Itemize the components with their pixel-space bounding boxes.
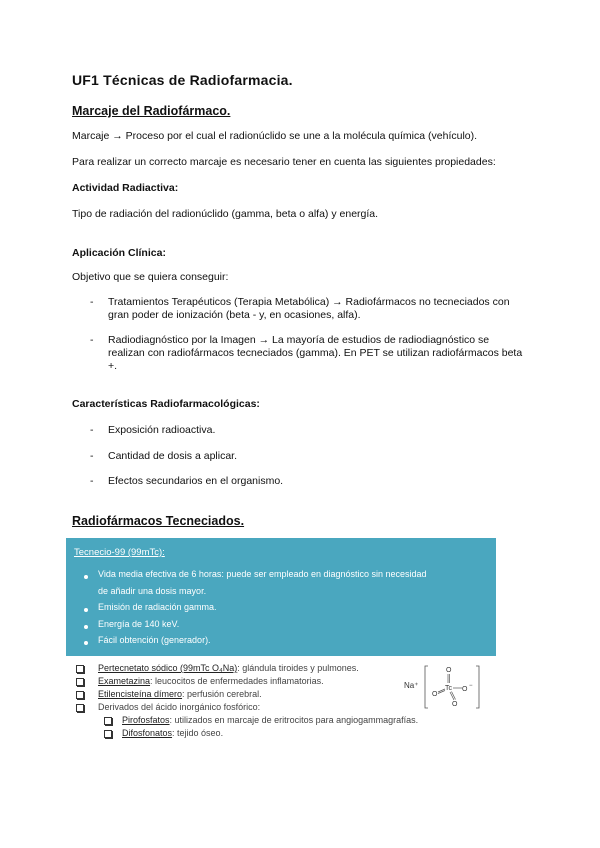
derivative-name: Exametazina: [98, 676, 151, 686]
derivative-name: Pertecnetato sódico (99mTc O₄Na): [98, 663, 238, 673]
marcaje-definition: Marcaje → Proceso por el cual el radionúclido se une a la molécula química (vehículo).: [72, 130, 478, 142]
square-bullet-icon: [104, 730, 112, 738]
document-title: UF1 Técnicas de Radiofarmacia.: [72, 72, 293, 88]
aplicacion-item-terapeutico: Tratamientos Terapéuticos (Terapia Metabólica) → Radiofármacos no tecneciados con gran poder de ionización (beta - y, en ocasiones, alfa).: [108, 296, 510, 321]
aplicacion-item-radiodiagnostico: Radiodiagnóstico por la Imagen → La mayoría de estudios de radiodiagnóstico se realizan con radiofármacos tecneciados (gamma). En PET se utilizan radiofármacos beta +.: [108, 334, 523, 372]
section-heading-tecneciados: Radiofármacos Tecneciados.: [72, 514, 245, 528]
sub-derivative-item: [122, 728, 223, 738]
actividad-text: Tipo de radiación del radionúclido (gamma, beta o alfa) y energía.: [72, 208, 379, 220]
oxygen-label: O: [452, 701, 458, 708]
aplicacion-intro: Objetivo que se quiera conseguir:: [72, 271, 229, 283]
derivative-desc: Derivados del ácido inorgánico fosfórico:: [98, 702, 261, 712]
marcaje-properties-intro: Para realizar un correcto marcaje es necesario tener en cuenta las siguientes propiedades:: [72, 156, 496, 168]
tecnecio-box-item: Vida media efectiva de 6 horas: puede ser empleado en diagnóstico sin necesidad: [98, 569, 427, 579]
sub-derivative-item: [122, 715, 418, 725]
derivative-desc: : glándula tiroides y pulmones.: [237, 663, 359, 673]
tecnecio-box-title: Tecnecio-99 (99mTc):: [74, 547, 165, 558]
right-bracket: [476, 666, 479, 708]
oxygen-label: O: [462, 686, 468, 693]
sub-derivative-desc: : tejido óseo.: [172, 728, 224, 738]
left-bracket: [425, 666, 428, 708]
tecnecio-box-item-continuation: de añadir una dosis mayor.: [98, 586, 207, 596]
bullet-dot-icon: [84, 608, 88, 612]
square-bullet-icon: [76, 704, 84, 712]
derivative-item: [98, 663, 359, 673]
oxygen-label: O: [446, 667, 452, 674]
bullet-dot-icon: [84, 575, 88, 579]
bond-line: [438, 689, 445, 692]
bullet-dot-icon: [84, 641, 88, 645]
square-bullet-icon: [76, 691, 84, 699]
actividad-heading: Actividad Radiactiva:: [72, 182, 179, 194]
negative-charge-label: −: [469, 683, 473, 689]
tecnecio-box-item: Emisión de radiación gamma.: [98, 602, 217, 612]
bullet-dot-icon: [84, 625, 88, 629]
caracteristicas-heading: Características Radiofarmacológicas:: [72, 398, 260, 410]
dash-bullet: -: [90, 296, 94, 308]
section-heading-marcaje: Marcaje del Radiofármaco.: [72, 104, 231, 118]
technetium-label: Tc: [445, 685, 452, 692]
oxygen-label: O: [432, 691, 438, 698]
aplicacion-heading: Aplicación Clínica:: [72, 247, 166, 259]
caracteristicas-item: Cantidad de dosis a aplicar.: [108, 450, 237, 462]
derivative-desc: : perfusión cerebral.: [182, 689, 262, 699]
sub-derivative-name: Difosfonatos: [122, 728, 173, 738]
derivative-item: [98, 689, 262, 699]
caracteristicas-item: Exposición radioactiva.: [108, 424, 216, 436]
dash-bullet: -: [90, 334, 94, 346]
sub-derivative-name: Pirofosfatos: [122, 715, 170, 725]
square-bullet-icon: [76, 665, 84, 673]
dash-bullet: -: [90, 424, 94, 436]
derivative-desc: : leucocitos de enfermedades inflamatorias.: [150, 676, 324, 686]
tecnecio-box-item: Energía de 140 keV.: [98, 619, 180, 629]
tecnecio-box-item: Fácil obtención (generador).: [98, 635, 211, 645]
tecnecio-info-box: [66, 538, 496, 656]
derivative-item: [98, 676, 324, 686]
derivative-item: [98, 702, 260, 712]
bond-line: [438, 691, 445, 694]
derivative-name: Etilencisteína dímero: [98, 689, 183, 699]
caracteristicas-item: Efectos secundarios en el organismo.: [108, 475, 284, 487]
square-bullet-icon: [76, 678, 84, 686]
square-bullet-icon: [104, 717, 112, 725]
sub-derivative-desc: : utilizados en marcaje de eritrocitos para angiogammagrafías.: [169, 715, 419, 725]
dash-bullet: -: [90, 475, 94, 487]
dash-bullet: -: [90, 450, 94, 462]
pertechnetate-structure-diagram: [402, 660, 482, 712]
sodium-cation-label: Na⁺: [404, 681, 419, 690]
